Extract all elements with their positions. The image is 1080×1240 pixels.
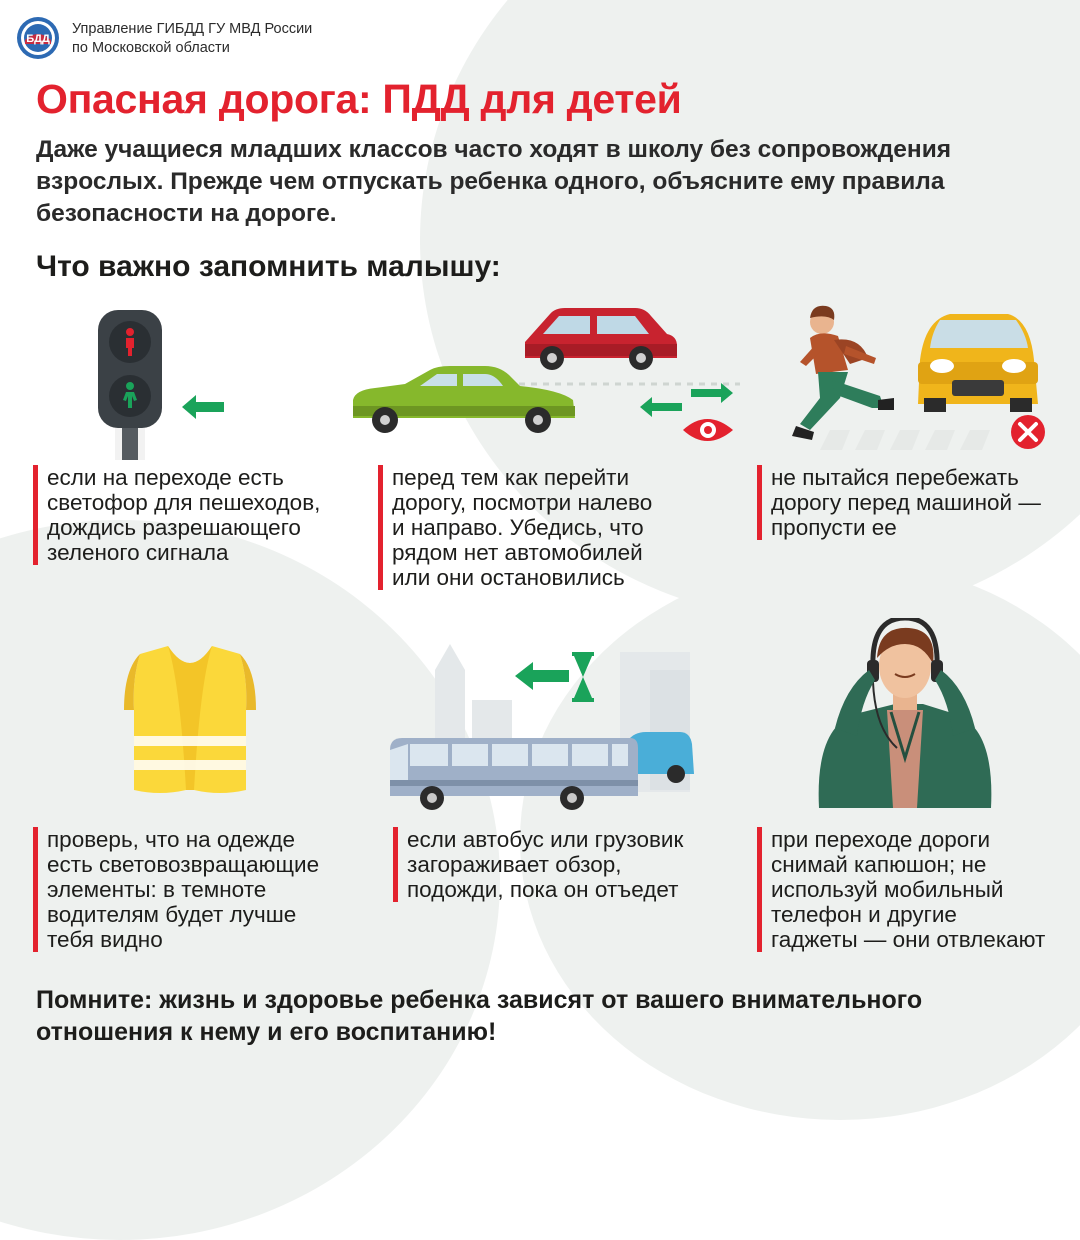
section-subtitle: Что важно запомнить малышу: <box>36 250 501 283</box>
traffic-light-icon <box>70 300 250 460</box>
tip-line: гаджеты — они отвлекают <box>771 927 1046 952</box>
footer-line: Помните: жизнь и здоровье ребенка зависят от вашего внимательного <box>36 986 923 1014</box>
org-line: Управление ГИБДД ГУ МВД России <box>72 21 313 37</box>
tip-line: тебя видно <box>47 927 163 952</box>
intro-paragraph <box>36 134 1036 230</box>
running-boy-car-icon <box>790 300 1060 460</box>
tip-line: не пытайся перебежать <box>771 465 1019 490</box>
bus-hourglass-icon <box>380 640 710 815</box>
tip-line: водителям будет лучше <box>47 902 297 927</box>
intro-line: безопасности на дороге. <box>36 200 337 227</box>
tip-line: пропусти ее <box>771 515 897 540</box>
tip-line: или они остановились <box>392 565 625 590</box>
tip-line: светофор для пешеходов, <box>47 490 321 515</box>
tip-line: зеленого сигнала <box>47 540 229 565</box>
tip-no-gadgets <box>757 827 1045 952</box>
cars-look-both-ways-icon <box>345 300 745 460</box>
tip-line: рядом нет автомобилей <box>392 540 643 565</box>
headphones-hood-icon <box>805 618 1005 813</box>
tip-line: проверь, что на одежде <box>47 827 295 852</box>
logo-text: БДД <box>26 33 50 45</box>
tip-line: загораживает обзор, <box>407 852 622 877</box>
tip-line: телефон и другие <box>771 902 957 927</box>
footer-reminder <box>36 984 1056 1048</box>
tip-line: есть световозвращающие <box>47 852 320 877</box>
tip-wait-for-bus <box>393 827 683 902</box>
tip-traffic-light <box>33 465 320 565</box>
tip-dont-run <box>757 465 1041 540</box>
tip-line: дорогу перед машиной — <box>771 490 1041 515</box>
tip-look-both-ways <box>378 465 652 590</box>
tip-line: дорогу, посмотри налево <box>392 490 653 515</box>
org-line: по Московской области <box>72 40 230 56</box>
tip-line: перед тем как перейти <box>392 465 630 490</box>
tip-line: элементы: в темноте <box>47 877 267 902</box>
organization-name <box>72 20 312 58</box>
tip-line: и направо. Убедись, что <box>392 515 644 540</box>
page-title: Опасная дорога: ПДД для детей <box>36 76 682 122</box>
tip-reflective-elements <box>33 827 319 952</box>
intro-line: Даже учащиеся младших классов часто ходят в школу без сопровождения <box>36 136 952 163</box>
tip-line: снимай капюшон; не <box>771 852 987 877</box>
tip-line: подожди, пока он отъедет <box>407 877 679 902</box>
tip-line: используй мобильный <box>771 877 1004 902</box>
tip-line: при переходе дороги <box>771 827 991 852</box>
reflective-vest-icon <box>120 640 260 800</box>
gibdd-logo-icon <box>16 16 60 60</box>
intro-line: взрослых. Прежде чем отпускать ребенка одного, объясните ему правила <box>36 168 945 195</box>
tip-line: если автобус или грузовик <box>407 827 684 852</box>
tip-line: если на переходе есть <box>47 465 284 490</box>
footer-line: отношения к нему и его воспитанию! <box>36 1018 497 1046</box>
tip-line: дождись разрешающего <box>47 515 301 540</box>
